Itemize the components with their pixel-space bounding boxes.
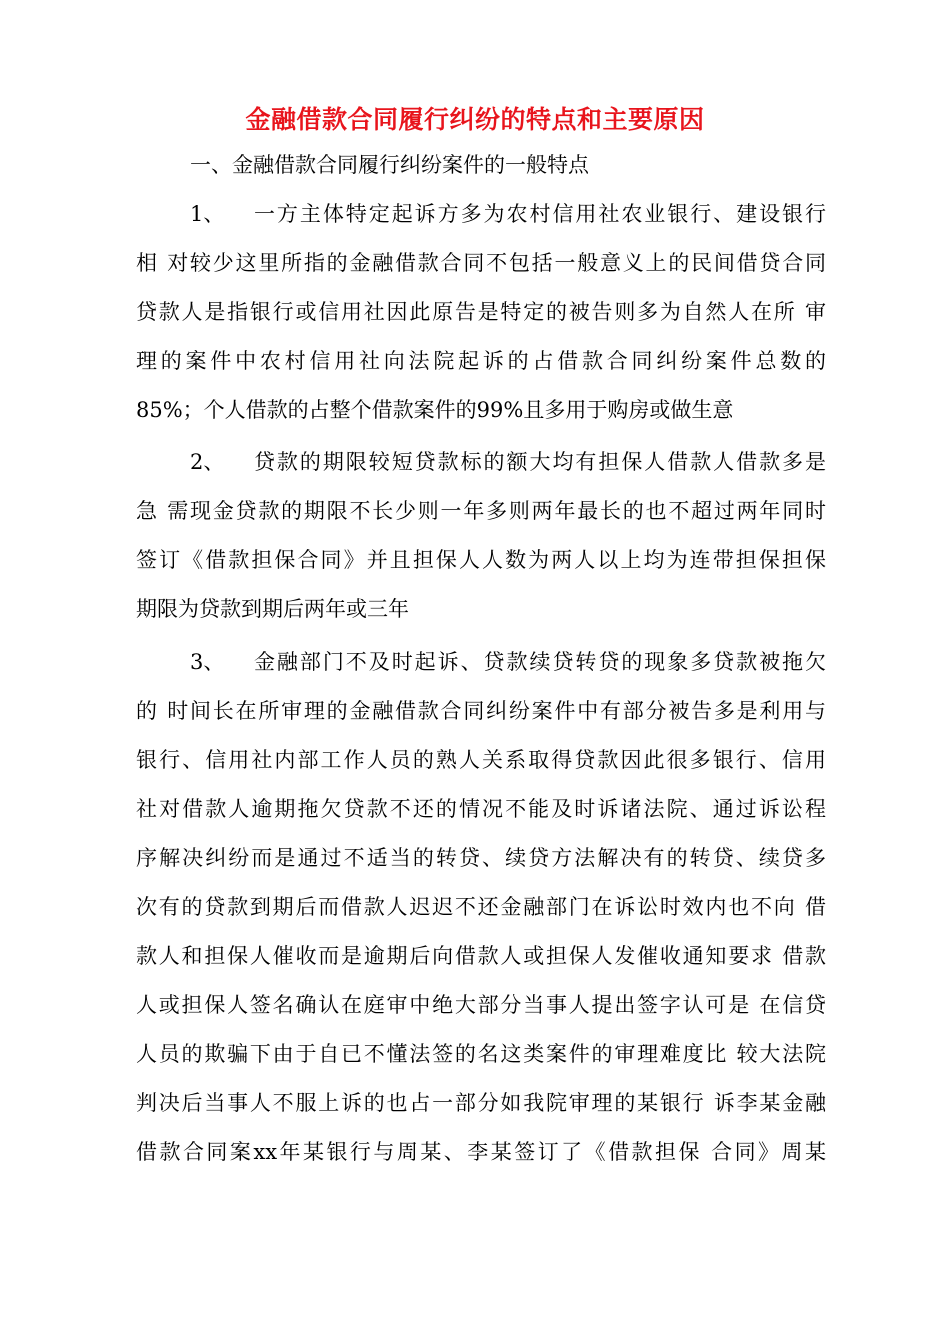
paragraph-text: 贷款的期限较短贷款标的额大均有担保人借款人借款多是 [252, 450, 826, 474]
paragraph-line: 理的案件中农村信用社向法院起诉的占借款合同纠纷案件总数的 [136, 349, 826, 373]
paragraph-line: 的 时间长在所审理的金融借款合同纠纷案件中有部分被告多是利用与 [136, 699, 826, 723]
paragraph-line: 判决后当事人不服上诉的也占一部分如我院审理的某银行 诉李某金融 [136, 1091, 826, 1115]
paragraph-line [190, 642, 826, 682]
item-number: 1、 [190, 202, 225, 226]
paragraph-line: 社对借款人逾期拖欠贷款不还的情况不能及时诉诸法院、通过诉讼程 [136, 797, 826, 821]
paragraph-line: 85%；个人借款的占整个借款案件的99%且多用于购房或做生意 [136, 398, 734, 422]
paragraph-line: 银行、信用社内部工作人员的熟人关系取得贷款因此很多银行、信用 [136, 748, 826, 772]
paragraph-text: 一方主体特定起诉方多为农村信用社农业银行、建设银行 [252, 202, 826, 226]
item-number: 2、 [190, 450, 225, 474]
paragraph-line: 人或担保人签名确认在庭审中绝大部分当事人提出签字认可是 在信贷 [136, 993, 826, 1017]
paragraph-line [190, 194, 826, 234]
paragraph-text: 金融部门不及时起诉、贷款续贷转贷的现象多贷款被拖欠 [252, 650, 826, 674]
paragraph-line: 款人和担保人催收而是逾期后向借款人或担保人发催收通知要求 借款 [136, 944, 826, 968]
paragraph-line: 贷款人是指银行或信用社因此原告是特定的被告则多为自然人在所 审 [136, 300, 826, 324]
section-heading: 一、金融借款合同履行纠纷案件的一般特点 [190, 153, 589, 177]
paragraph-line: 相 对较少这里所指的金融借款合同不包括一般意义上的民间借贷合同 [136, 251, 826, 275]
paragraph-line: 签订《借款担保合同》并且担保人人数为两人以上均为连带担保担保 [136, 548, 826, 572]
paragraph-line: 人员的欺骗下由于自已不懂法签的名这类案件的审理难度比 较大法院 [136, 1042, 826, 1066]
paragraph-line [190, 442, 826, 482]
paragraph-line: 次有的贷款到期后而借款人迟迟不还金融部门在诉讼时效内也不向 借 [136, 895, 826, 919]
document-title: 金融借款合同履行纠纷的特点和主要原因 [245, 105, 705, 134]
item-number: 3、 [190, 650, 225, 674]
paragraph-line: 借款合同案xx年某银行与周某、李某签订了《借款担保 合同》周某 [136, 1140, 826, 1164]
paragraph-line: 急 需现金贷款的期限不长少则一年多则两年最长的也不超过两年同时 [136, 499, 826, 523]
paragraph-line: 序解决纠纷而是通过不适当的转贷、续贷方法解决有的转贷、续贷多 [136, 846, 826, 870]
paragraph-line: 期限为贷款到期后两年或三年 [136, 597, 409, 621]
